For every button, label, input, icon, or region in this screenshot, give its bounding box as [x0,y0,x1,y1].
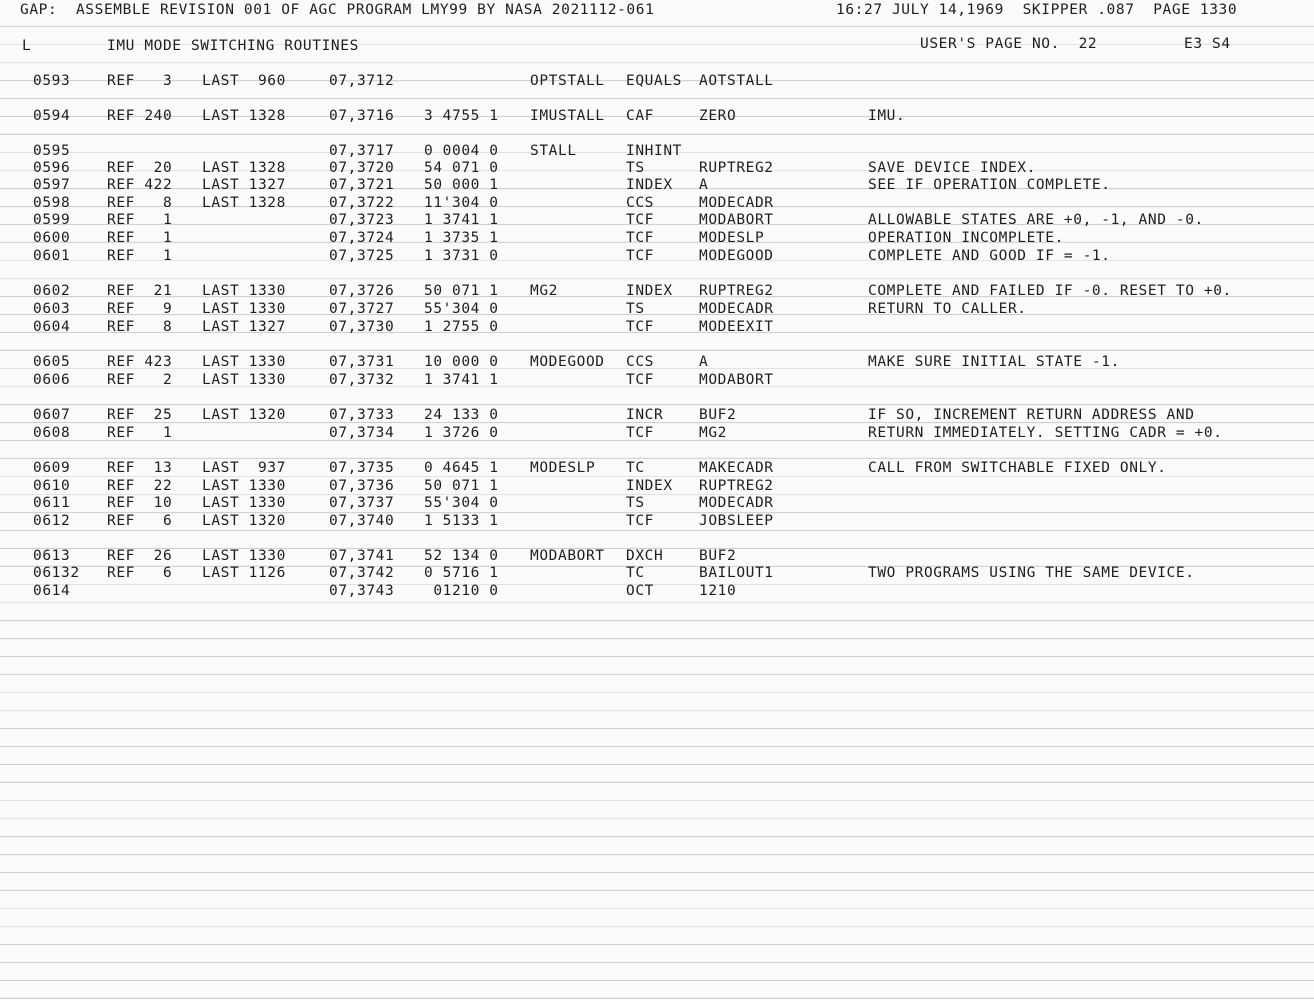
opcode: CAF [626,108,654,124]
comment: TWO PROGRAMS USING THE SAME DEVICE. [868,565,1195,581]
opcode: INHINT [626,143,682,159]
opcode: TS [626,495,645,511]
opcode: TS [626,301,645,317]
ref-count: REF 8 [107,319,173,335]
ref-count: REF 1 [107,425,173,441]
section-marker: L [22,38,32,54]
address: 07,3742 [329,565,395,581]
ref-count: REF 1 [107,248,173,264]
ref-count: REF 240 [107,108,173,124]
octal-code: 1 3741 1 [424,212,499,228]
address: 07,3724 [329,230,395,246]
address: 07,3722 [329,195,395,211]
last-ref: LAST 1320 [202,407,286,423]
opcode: TC [626,460,645,476]
opcode: INDEX [626,177,673,193]
symbol-label: MODEGOOD [530,354,605,370]
ref-count: REF 21 [107,283,173,299]
opcode: OCT [626,583,654,599]
line-number: 0609 [33,460,71,476]
octal-code: 52 134 0 [424,548,499,564]
symbol-label: STALL [530,143,577,159]
last-ref: LAST 1126 [202,565,286,581]
line-number: 0598 [33,195,71,211]
octal-code: 55'304 0 [424,495,499,511]
operand: BUF2 [699,407,737,423]
operand: MODABORT [699,212,774,228]
operand: MAKECADR [699,460,774,476]
ref-count: REF 6 [107,513,173,529]
address: 07,3730 [329,319,395,335]
line-number: 0595 [33,143,71,159]
address: 07,3720 [329,160,395,176]
operand: RUPTREG2 [699,283,774,299]
operand: RUPTREG2 [699,160,774,176]
address: 07,3717 [329,143,395,159]
last-ref: LAST 937 [202,460,286,476]
opcode: TCF [626,230,654,246]
comment: IF SO, INCREMENT RETURN ADDRESS AND [868,407,1195,423]
opcode: INCR [626,407,664,423]
line-number: 0599 [33,212,71,228]
last-ref: LAST 1328 [202,160,286,176]
line-number: 0594 [33,108,71,124]
line-number: 0611 [33,495,71,511]
operand: ZERO [699,108,737,124]
octal-code: 1 3735 1 [424,230,499,246]
ref-count: REF 22 [107,478,173,494]
address: 07,3733 [329,407,395,423]
opcode: INDEX [626,478,673,494]
line-number: 06132 [33,565,80,581]
line-number: 0603 [33,301,71,317]
ref-count: REF 1 [107,212,173,228]
ref-count: REF 6 [107,565,173,581]
line-number: 0606 [33,372,71,388]
opcode: INDEX [626,283,673,299]
address: 07,3716 [329,108,395,124]
line-number: 0612 [33,513,71,529]
last-ref: LAST 1330 [202,495,286,511]
octal-code: 3 4755 1 [424,108,499,124]
address: 07,3737 [329,495,395,511]
octal-code: 54 071 0 [424,160,499,176]
ref-count: REF 2 [107,372,173,388]
line-number: 0601 [33,248,71,264]
last-ref: LAST 1328 [202,195,286,211]
operand: MODABORT [699,372,774,388]
comment: MAKE SURE INITIAL STATE -1. [868,354,1120,370]
octal-code: 1 3741 1 [424,372,499,388]
comment: RETURN TO CALLER. [868,301,1027,317]
comment: SEE IF OPERATION COMPLETE. [868,177,1111,193]
octal-code: 0 0004 0 [424,143,499,159]
comment: ALLOWABLE STATES ARE +0, -1, AND -0. [868,212,1204,228]
users-page-number: USER'S PAGE NO. 22 [920,36,1098,52]
comment: RETURN IMMEDIATELY. SETTING CADR = +0. [868,425,1223,441]
symbol-label: OPTSTALL [530,73,605,89]
last-ref: LAST 1327 [202,319,286,335]
ref-count: REF 25 [107,407,173,423]
section-title: IMU MODE SWITCHING ROUTINES [107,38,359,54]
address: 07,3741 [329,548,395,564]
address: 07,3727 [329,301,395,317]
address: 07,3712 [329,73,395,89]
line-number: 0605 [33,354,71,370]
line-number: 0597 [33,177,71,193]
ref-count: REF 20 [107,160,173,176]
line-number: 0596 [33,160,71,176]
line-number: 0607 [33,407,71,423]
octal-code: 55'304 0 [424,301,499,317]
operand: RUPTREG2 [699,478,774,494]
address: 07,3740 [329,513,395,529]
opcode: CCS [626,195,654,211]
address: 07,3731 [329,354,395,370]
ref-count: REF 10 [107,495,173,511]
octal-code: 24 133 0 [424,407,499,423]
opcode: TCF [626,425,654,441]
symbol-label: MODESLP [530,460,596,476]
octal-code: 11'304 0 [424,195,499,211]
comment: CALL FROM SWITCHABLE FIXED ONLY. [868,460,1167,476]
comment: COMPLETE AND GOOD IF = -1. [868,248,1111,264]
address: 07,3726 [329,283,395,299]
operand: JOBSLEEP [699,513,774,529]
octal-code: 01210 0 [424,583,499,599]
last-ref: LAST 1330 [202,372,286,388]
line-number: 0608 [33,425,71,441]
ref-count: REF 422 [107,177,173,193]
octal-code: 50 071 1 [424,283,499,299]
opcode: DXCH [626,548,664,564]
octal-code: 1 3726 0 [424,425,499,441]
opcode: EQUALS [626,73,682,89]
ref-count: REF 26 [107,548,173,564]
opcode: TCF [626,319,654,335]
header-timestamp: 16:27 JULY 14,1969 SKIPPER .087 PAGE 1330 [836,2,1238,18]
opcode: TCF [626,248,654,264]
octal-code: 50 071 1 [424,478,499,494]
comment: SAVE DEVICE INDEX. [868,160,1036,176]
operand: MODESLP [699,230,765,246]
symbol-label: MODABORT [530,548,605,564]
line-number: 0604 [33,319,71,335]
operand: MODECADR [699,301,774,317]
ref-count: REF 8 [107,195,173,211]
opcode: TS [626,160,645,176]
operand: A [699,354,709,370]
opcode: CCS [626,354,654,370]
address: 07,3743 [329,583,395,599]
octal-code: 1 5133 1 [424,513,499,529]
address: 07,3735 [329,460,395,476]
operand: BUF2 [699,548,737,564]
last-ref: LAST 1330 [202,354,286,370]
address: 07,3725 [329,248,395,264]
opcode: TC [626,565,645,581]
address: 07,3736 [329,478,395,494]
ref-count: REF 3 [107,73,173,89]
line-number: 0600 [33,230,71,246]
symbol-label: IMUSTALL [530,108,605,124]
last-ref: LAST 1330 [202,301,286,317]
opcode: TCF [626,372,654,388]
last-ref: LAST 1327 [202,177,286,193]
address: 07,3723 [329,212,395,228]
comment: IMU. [868,108,906,124]
operand: MODEEXIT [699,319,774,335]
operand: BAILOUT1 [699,565,774,581]
opcode: TCF [626,212,654,228]
operand: AOTSTALL [699,73,774,89]
last-ref: LAST 960 [202,73,286,89]
page-tag: E3 S4 [1184,36,1231,52]
octal-code: 1 2755 0 [424,319,499,335]
address: 07,3721 [329,177,395,193]
line-number: 0613 [33,548,71,564]
comment: OPERATION INCOMPLETE. [868,230,1064,246]
ref-count: REF 1 [107,230,173,246]
symbol-label: MG2 [530,283,558,299]
last-ref: LAST 1328 [202,108,286,124]
ref-count: REF 9 [107,301,173,317]
ref-count: REF 13 [107,460,173,476]
header-title: GAP: ASSEMBLE REVISION 001 OF AGC PROGRAM LMY99 BY NASA 2021112-061 [20,2,655,18]
last-ref: LAST 1320 [202,513,286,529]
operand: MG2 [699,425,727,441]
operand: MODECADR [699,495,774,511]
line-number: 0602 [33,283,71,299]
operand: MODECADR [699,195,774,211]
octal-code: 0 5716 1 [424,565,499,581]
operand: A [699,177,709,193]
operand: MODEGOOD [699,248,774,264]
line-number: 0610 [33,478,71,494]
operand: 1210 [699,583,737,599]
octal-code: 50 000 1 [424,177,499,193]
line-number: 0614 [33,583,71,599]
last-ref: LAST 1330 [202,283,286,299]
ref-count: REF 423 [107,354,173,370]
last-ref: LAST 1330 [202,548,286,564]
octal-code: 1 3731 0 [424,248,499,264]
opcode: TCF [626,513,654,529]
octal-code: 0 4645 1 [424,460,499,476]
octal-code: 10 000 0 [424,354,499,370]
address: 07,3732 [329,372,395,388]
last-ref: LAST 1330 [202,478,286,494]
address: 07,3734 [329,425,395,441]
comment: COMPLETE AND FAILED IF -0. RESET TO +0. [868,283,1232,299]
line-number: 0593 [33,73,71,89]
